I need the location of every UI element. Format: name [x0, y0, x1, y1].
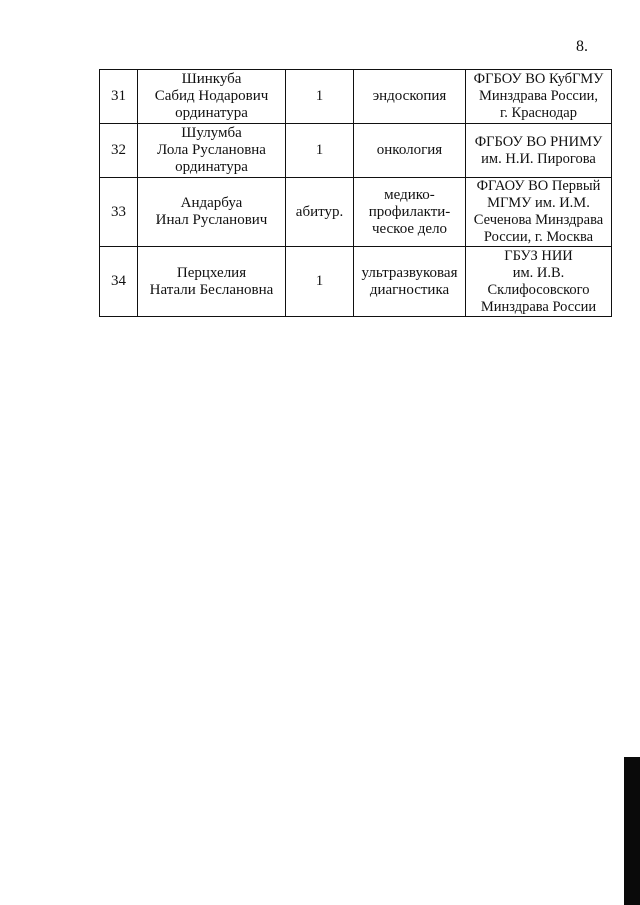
row-number: 32 [100, 124, 138, 178]
specialty-cell [354, 124, 466, 178]
row-number: 31 [100, 70, 138, 124]
given-name: Сабид Нодарович [154, 88, 269, 104]
institution-line: МГМУ им. И.М. [487, 195, 590, 211]
institution-line: им. Н.И. Пирогова [481, 150, 596, 167]
surname: Андарбуа [180, 195, 243, 211]
table-row [100, 70, 612, 124]
institution-line: Минздрава России, [479, 88, 598, 104]
institution-line: ГБУЗ НИИ [504, 247, 573, 264]
institution-line: им. И.В. [512, 264, 565, 281]
quota-cell: 1 [286, 70, 354, 124]
specialty-cell [354, 70, 466, 124]
institution-cell [466, 124, 612, 178]
institution-line: Минздрава России [480, 298, 597, 315]
specialty-cell [354, 247, 466, 317]
institution-line: Склифосовского [487, 281, 590, 298]
given-name: Инал Русланович [155, 212, 268, 228]
institution-line: Сеченова Минздрава [473, 212, 604, 228]
surname: Шулумба [181, 125, 242, 141]
institution-cell [466, 178, 612, 247]
person-cell [138, 247, 286, 317]
institution-line: России, г. Москва [483, 229, 594, 245]
specialty-line: ческое дело [371, 220, 448, 237]
surname: Шинкуба [181, 71, 242, 87]
institution-line: ФГБОУ ВО КубГМУ [473, 71, 604, 87]
table-row [100, 247, 612, 317]
study-type: ординатура [175, 105, 248, 121]
roster-table [99, 69, 612, 317]
specialty-line: эндоскопия [372, 88, 447, 104]
person-cell [138, 124, 286, 178]
institution-line: ФГАОУ ВО Первый [476, 178, 601, 194]
given-name: Лола Руслановна [157, 142, 266, 158]
scan-edge-mark [624, 757, 640, 905]
study-type: ординатура [175, 159, 248, 175]
quota-cell: 1 [286, 124, 354, 178]
row-number: 33 [100, 178, 138, 247]
person-cell [138, 70, 286, 124]
specialty-line: онкология [376, 142, 443, 158]
institution-line: г. Краснодар [499, 105, 577, 121]
specialty-line: медико- [384, 186, 435, 203]
surname: Перцхелия [176, 264, 247, 281]
table-row [100, 124, 612, 178]
specialty-line: профилакти- [368, 203, 451, 220]
page-number: 8. [576, 38, 588, 55]
specialty-cell [354, 178, 466, 247]
row-number: 34 [100, 247, 138, 317]
quota-cell: 1 [286, 247, 354, 317]
table-row [100, 178, 612, 247]
institution-line: ФГБОУ ВО РНИМУ [474, 133, 603, 150]
institution-cell [466, 70, 612, 124]
given-name: Натали Беслановна [149, 281, 274, 298]
person-cell [138, 178, 286, 247]
quota-cell: абитур. [286, 178, 354, 247]
institution-cell [466, 247, 612, 317]
specialty-line: диагностика [369, 281, 450, 298]
specialty-line: ультразвуковая [361, 264, 458, 281]
